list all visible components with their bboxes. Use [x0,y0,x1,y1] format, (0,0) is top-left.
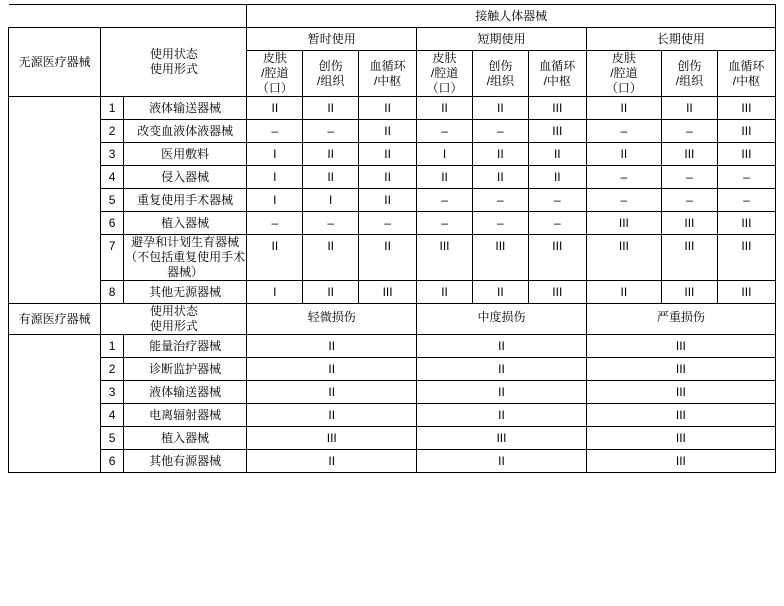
contact-line: 血循环 [539,58,576,73]
grade-cell: III [586,335,775,358]
grade-cell: III [586,212,661,235]
contact-type-wound-1 [303,51,359,97]
grade-cell: – [586,166,661,189]
grade-cell: III [586,358,775,381]
grade-cell: II [247,381,417,404]
table-row [9,335,776,358]
grade-cell: III [717,281,775,304]
grade-cell: II [359,235,417,281]
contact-line: 皮肤 [432,51,457,65]
grade-cell: II [247,97,303,120]
grade-cell: – [247,120,303,143]
duration-group-temporary: 暂时使用 [247,28,417,51]
grade-cell: II [472,281,528,304]
grade-cell: II [472,166,528,189]
grade-cell: II [359,166,417,189]
grade-cell: II [247,358,417,381]
contact-line: 血循环 [728,58,765,73]
grade-cell: III [247,427,417,450]
table-row [9,97,776,120]
row-number: 6 [101,450,124,473]
contact-type-wound-3 [661,51,717,97]
row-spacer [9,212,101,235]
grade-cell: II [417,166,473,189]
top-header-row [9,5,776,28]
grade-cell: III [417,235,473,281]
row-name: 植入器械 [123,427,247,450]
row-number: 3 [101,143,124,166]
grade-cell: III [472,235,528,281]
grade-cell: – [417,212,473,235]
grade-cell: II [247,335,417,358]
contact-line: /组织 [486,73,515,88]
grade-cell: III [717,235,775,281]
grade-cell: II [359,120,417,143]
contact-line: （口） [256,81,293,95]
table-row [9,143,776,166]
row-name: 植入器械 [123,212,247,235]
row-name: 改变血液体液器械 [123,120,247,143]
row-number: 7 [101,235,124,281]
row-number: 4 [101,166,124,189]
duration-group-shortterm: 短期使用 [417,28,587,51]
row-spacer [9,235,101,281]
grade-cell: III [661,235,717,281]
row-name: 诊断监护器械 [123,358,247,381]
active-usage-form-label: 使用形式 [149,319,198,333]
grade-cell: – [359,212,417,235]
grade-cell: II [417,97,473,120]
passive-usage-state-label: 使用状态 [149,47,198,61]
device-classification-table [8,4,776,473]
grade-cell: II [359,189,417,212]
grade-cell: III [717,212,775,235]
grade-cell: II [247,404,417,427]
contact-line: /腔道 [261,66,289,80]
grade-cell: – [717,166,775,189]
grade-cell: II [359,143,417,166]
grade-cell: II [472,97,528,120]
passive-usage-form-label: 使用形式 [149,62,198,76]
row-spacer [9,404,101,427]
grade-cell: II [586,97,661,120]
grade-cell: – [417,120,473,143]
active-usage-labels [101,304,247,335]
table-row [9,235,776,281]
row-number: 2 [101,358,124,381]
row-name: 医用敷料 [123,143,247,166]
grade-cell: II [417,335,587,358]
grade-cell: – [472,212,528,235]
grade-cell: I [247,143,303,166]
row-name: 液体输送器械 [123,97,247,120]
contact-line: （口） [426,81,463,95]
row-number: 5 [101,189,124,212]
contact-line: 血循环 [369,58,406,73]
contact-line: /中枢 [373,73,402,88]
table-row [9,450,776,473]
grade-cell: – [303,212,359,235]
row-number: 2 [101,120,124,143]
grade-cell: II [303,235,359,281]
row-name-line: 避孕和计划生育器械 [131,235,240,249]
grade-cell: – [661,189,717,212]
grade-cell: – [472,120,528,143]
row-name-line: （不包括重复使用手术器械） [125,250,246,279]
risk-classification-table-sheet [0,4,784,606]
row-name: 侵入器械 [123,166,247,189]
contact-line: （口） [605,81,642,95]
row-number: 4 [101,404,124,427]
grade-cell: – [247,212,303,235]
row-name: 其他有源器械 [123,450,247,473]
row-name: 其他无源器械 [123,281,247,304]
row-number: 6 [101,212,124,235]
duration-group-row [9,28,776,51]
grade-cell: II [417,404,587,427]
duration-group-longterm: 长期使用 [586,28,775,51]
grade-cell: II [303,97,359,120]
contact-line: 皮肤 [611,51,636,65]
grade-cell: III [661,212,717,235]
row-spacer [9,358,101,381]
grade-cell: III [586,427,775,450]
grade-cell: II [303,281,359,304]
grade-cell: – [528,212,586,235]
grade-cell: II [303,143,359,166]
grade-cell: – [661,120,717,143]
table-row [9,427,776,450]
row-spacer [9,97,101,120]
grade-cell: III [661,143,717,166]
table-row [9,212,776,235]
row-spacer [9,189,101,212]
contact-type-blood-2 [528,51,586,97]
severity-group-mild: 轻微损伤 [247,304,417,335]
grade-cell: I [303,189,359,212]
grade-cell: III [417,427,587,450]
row-number: 1 [101,335,124,358]
grade-cell: III [528,97,586,120]
grade-cell: II [417,358,587,381]
table-row [9,381,776,404]
grade-cell: II [586,281,661,304]
grade-cell: – [717,189,775,212]
grade-cell: – [303,120,359,143]
severity-group-severe: 严重损伤 [586,304,775,335]
grade-cell: II [417,450,587,473]
contact-type-skin-2 [417,51,473,97]
grade-cell: III [717,143,775,166]
grade-cell: III [586,381,775,404]
active-header-row [9,304,776,335]
grade-cell: I [247,189,303,212]
table-row [9,189,776,212]
row-name: 能量治疗器械 [123,335,247,358]
passive-category-label: 无源医疗器械 [9,28,101,97]
contact-type-blood-1 [359,51,417,97]
top-header-blank [9,5,247,28]
contact-type-skin-3 [586,51,661,97]
contact-type-blood-3 [717,51,775,97]
grade-cell: – [472,189,528,212]
grade-cell: I [247,281,303,304]
contact-line: /组织 [317,73,345,88]
grade-cell: III [586,404,775,427]
row-spacer [9,335,101,358]
severity-group-moderate: 中度损伤 [417,304,587,335]
grade-cell: III [528,281,586,304]
row-spacer [9,450,101,473]
grade-cell: I [247,166,303,189]
table-row [9,404,776,427]
grade-cell: – [586,120,661,143]
row-name: 液体输送器械 [123,381,247,404]
contact-line: /中枢 [543,73,571,88]
row-name: 电离辐射器械 [123,404,247,427]
grade-cell: II [303,166,359,189]
grade-cell: II [247,235,303,281]
contact-line: /腔道 [610,66,638,80]
row-name: 重复使用手术器械 [123,189,247,212]
row-spacer [9,143,101,166]
contact-line: 皮肤 [262,51,287,65]
top-header-title: 接触人体器械 [247,5,776,28]
row-spacer [9,120,101,143]
active-usage-state-label: 使用状态 [149,304,198,318]
table-row [9,166,776,189]
grade-cell: III [586,235,661,281]
row-number: 1 [101,97,124,120]
row-number: 3 [101,381,124,404]
row-spacer [9,166,101,189]
contact-line: 创伤 [488,58,513,73]
active-category-label: 有源医疗器械 [9,304,101,335]
grade-cell: III [717,120,775,143]
table-row [9,120,776,143]
grade-cell: I [417,143,473,166]
grade-cell: – [661,166,717,189]
contact-line: 创伤 [318,58,343,73]
grade-cell: III [528,120,586,143]
grade-cell: III [717,97,775,120]
grade-cell: III [528,235,586,281]
grade-cell: – [528,189,586,212]
grade-cell: II [417,381,587,404]
contact-line: 创伤 [677,58,702,73]
grade-cell: II [417,281,473,304]
row-number: 8 [101,281,124,304]
row-number: 5 [101,427,124,450]
grade-cell: – [417,189,473,212]
row-name [123,235,247,281]
contact-type-skin-1 [247,51,303,97]
row-spacer [9,381,101,404]
row-spacer [9,281,101,304]
grade-cell: II [247,450,417,473]
table-row [9,281,776,304]
grade-cell: III [359,281,417,304]
passive-usage-labels [101,28,247,97]
grade-cell: II [472,143,528,166]
contact-line: /腔道 [430,66,459,80]
grade-cell: III [586,450,775,473]
contact-type-wound-2 [472,51,528,97]
grade-cell: – [586,189,661,212]
grade-cell: II [528,143,586,166]
grade-cell: II [586,143,661,166]
grade-cell: II [528,166,586,189]
row-spacer [9,427,101,450]
grade-cell: II [661,97,717,120]
contact-line: /组织 [675,73,704,88]
grade-cell: II [359,97,417,120]
contact-line: /中枢 [732,73,761,88]
table-row [9,358,776,381]
grade-cell: III [661,281,717,304]
